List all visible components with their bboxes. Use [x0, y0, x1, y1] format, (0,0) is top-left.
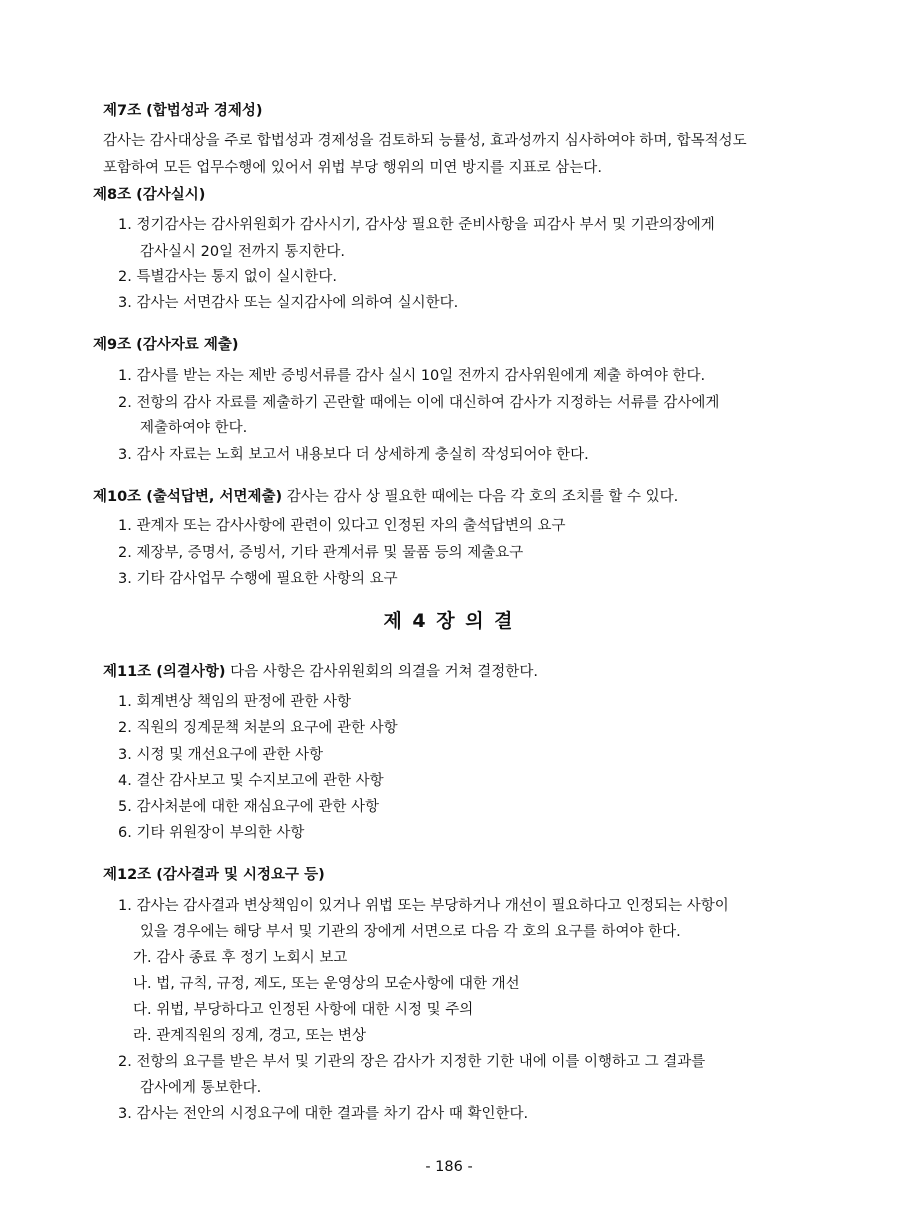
article-8-item-3: 3. 감사는 서면감사 또는 실지감사에 의하여 실시한다.	[118, 295, 459, 311]
article-9-item-1: 1. 감사를 받는 자는 제반 증빙서류를 감사 실시 10일 전까지 감사위원에게 제출 하여야 한다.	[118, 368, 706, 384]
article-12-sub-na: 나. 법, 규칙, 규정, 제도, 또는 운영상의 모순사항에 대한 개선	[133, 976, 520, 992]
article-12-item-2: 2. 전항의 요구를 받은 부서 및 기관의 장은 감사가 지정한 기한 내에 이를 이행하고 그 결과를	[118, 1054, 706, 1070]
article-11-item-2: 2. 직원의 징계문책 처분의 요구에 관한 사항	[118, 720, 398, 736]
article-10-body: 감사는 감사 상 필요한 때에는 다음 각 호의 조치를 할 수 있다.	[282, 489, 679, 505]
article-12-sub-ra: 라. 관계직원의 징계, 경고, 또는 변상	[133, 1028, 366, 1044]
article-11-item-6: 6. 기타 위원장이 부의한 사항	[118, 825, 305, 841]
article-9-item-2: 2. 전항의 감사 자료를 제출하기 곤란할 때에는 이에 대신하여 감사가 지정하는 서류를 감사에게	[118, 395, 720, 411]
article-12-sub-da: 다. 위법, 부당하다고 인정된 사항에 대한 시정 및 주의	[133, 1002, 474, 1018]
article-9-item-2-cont: 제출하여야 한다.	[140, 420, 248, 436]
article-10-item-1: 1. 관계자 또는 감사사항에 관련이 있다고 인정된 자의 출석답변의 요구	[118, 518, 566, 534]
article-7-line-1: 감사는 감사대상을 주로 합법성과 경제성을 검토하되 능률성, 효과성까지 심사하여야 하며, 합목적성도	[103, 133, 747, 149]
article-8-title: 제8조 (감사실시)	[93, 187, 206, 203]
article-8-item-1: 1. 정기감사는 감사위원회가 감사시기, 감사상 필요한 준비사항을 피감사 부서 및 기관의장에게	[118, 217, 715, 233]
article-12-item-1: 1. 감사는 감사결과 변상책임이 있거나 위법 또는 부당하거나 개선이 필요하다고 인정되는 사항이	[118, 898, 729, 914]
article-10-line	[93, 487, 678, 507]
article-8-item-1-cont: 감사실시 20일 전까지 통지한다.	[140, 244, 345, 260]
article-7-title: 제7조 (합법성과 경제성)	[103, 103, 263, 119]
article-11-title: 제11조 (의결사항)	[103, 664, 226, 680]
page-number: - 186 -	[425, 1159, 473, 1175]
chapter-heading: 제 4 장 의 결	[383, 610, 515, 632]
article-10-title: 제10조 (출석답변, 서면제출)	[93, 489, 283, 505]
article-12-sub-ga: 가. 감사 종료 후 정기 노회시 보고	[133, 950, 348, 966]
article-12-item-1-cont: 있을 경우에는 해당 부서 및 기관의 장에게 서면으로 다음 각 호의 요구를 하여야 한다.	[140, 924, 681, 940]
article-11-item-4: 4. 결산 감사보고 및 수지보고에 관한 사항	[118, 773, 384, 789]
article-12-item-3: 3. 감사는 전안의 시정요구에 대한 결과를 차기 감사 때 확인한다.	[118, 1106, 529, 1122]
article-10-item-2: 2. 제장부, 증명서, 증빙서, 기타 관계서류 및 물품 등의 제출요구	[118, 545, 524, 561]
article-11-body: 다음 사항은 감사위원회의 의결을 거쳐 결정한다.	[225, 664, 538, 680]
article-10-item-3: 3. 기타 감사업무 수행에 필요한 사항의 요구	[118, 571, 398, 587]
article-11-item-3: 3. 시정 및 개선요구에 관한 사항	[118, 747, 323, 763]
article-12-item-2-cont: 감사에게 통보한다.	[140, 1080, 262, 1096]
article-12-title: 제12조 (감사결과 및 시정요구 등)	[103, 867, 325, 883]
article-11-line	[103, 662, 538, 682]
article-8-item-2: 2. 특별감사는 통지 없이 실시한다.	[118, 269, 337, 285]
article-9-item-3: 3. 감사 자료는 노회 보고서 내용보다 더 상세하게 충실히 작성되어야 한다.	[118, 447, 589, 463]
article-7-line-2: 포함하여 모든 업무수행에 있어서 위법 부당 행위의 미연 방지를 지표로 삼는다.	[103, 160, 602, 176]
article-11-item-5: 5. 감사처분에 대한 재심요구에 관한 사항	[118, 799, 379, 815]
article-9-title: 제9조 (감사자료 제출)	[93, 337, 239, 353]
article-11-item-1: 1. 회계변상 책임의 판정에 관한 사항	[118, 694, 351, 710]
